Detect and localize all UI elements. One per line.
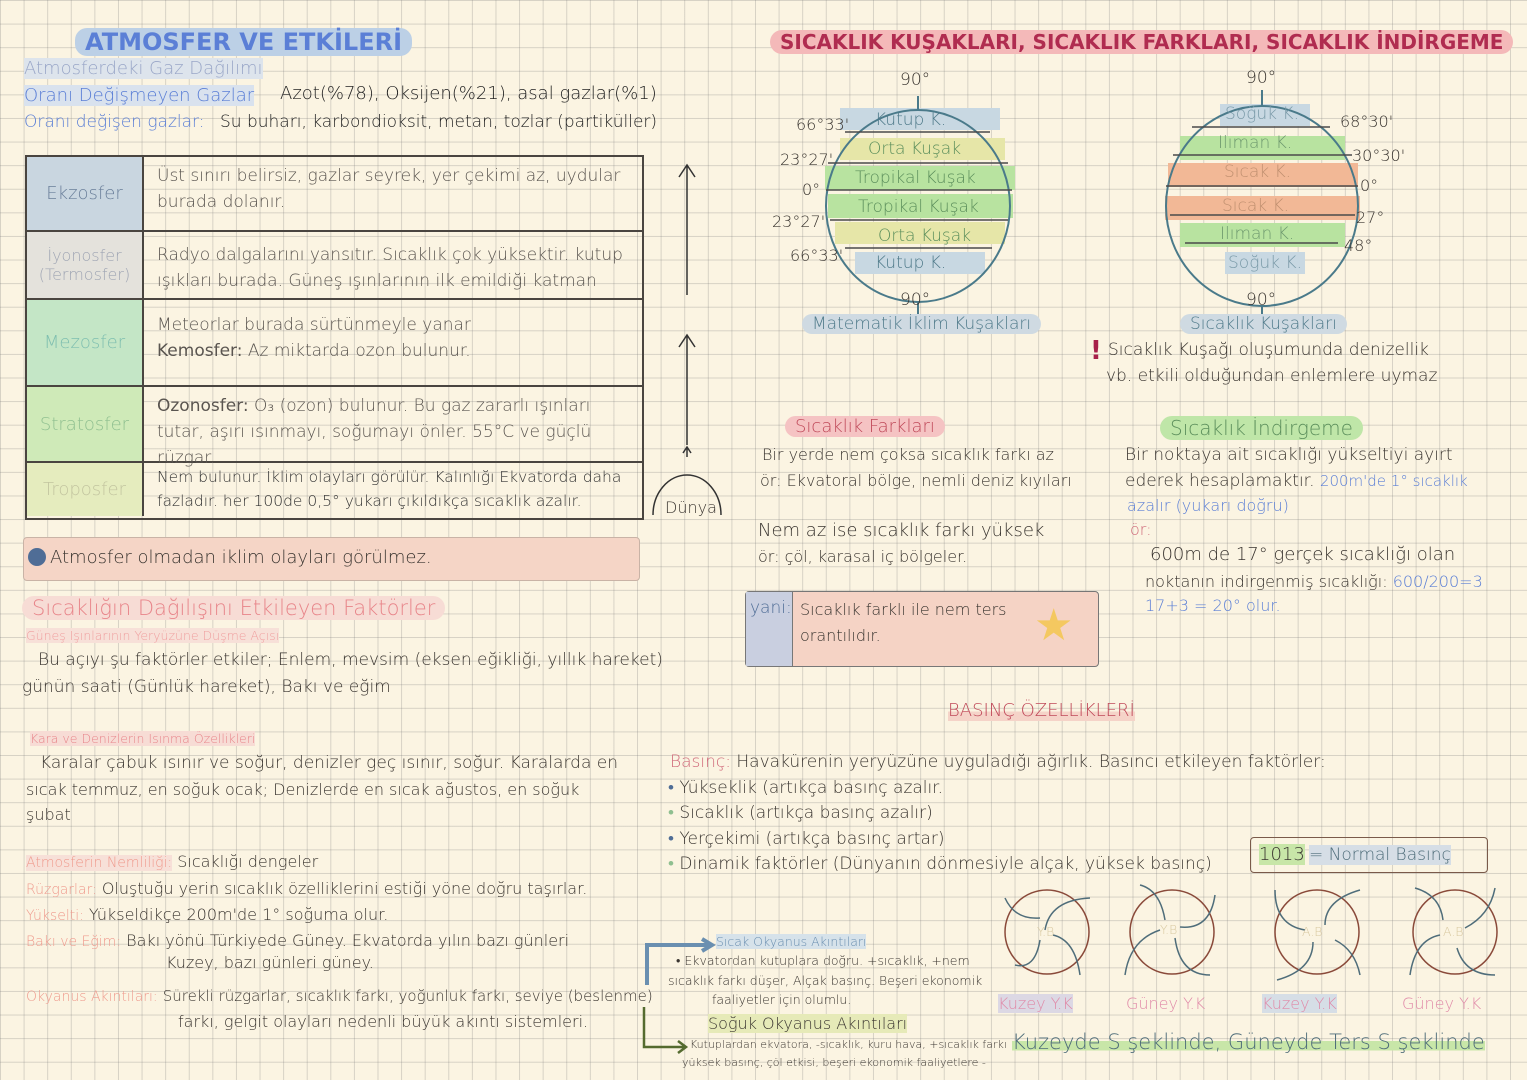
- layer-desc: [157, 393, 636, 471]
- pressure-def: [670, 752, 1326, 772]
- layer-row-iyonosfer: [27, 232, 642, 300]
- ozonosfer-label: Ozonosfer:: [157, 396, 249, 416]
- temp-diff-text: Nem az ise sıcaklık farkı yüksek: [758, 520, 1045, 541]
- bullet-dot: •: [668, 854, 680, 874]
- globe1-top-label: 90°: [900, 70, 931, 90]
- globe1-lat-label: 23°27': [780, 150, 834, 169]
- layer-row-troposfer: [27, 463, 642, 516]
- layer-name-text: Ekzosfer: [46, 183, 123, 204]
- factor-text: şubat: [26, 805, 71, 824]
- warning-icon: !: [1090, 336, 1102, 366]
- layer-row-ekzosfer: [27, 157, 642, 232]
- zone-label: Ilıman K.: [1220, 224, 1295, 244]
- bullet-label: Okyanus Akıntıları:: [26, 989, 158, 1005]
- up-arrow-icon: [679, 165, 695, 457]
- warm-current-title: Sıcak Okyanus Akıntıları: [716, 934, 867, 949]
- bullet-item: [26, 879, 587, 898]
- earth-label: Dünya: [665, 498, 717, 517]
- globe1-bottom-label: 90°: [900, 290, 931, 310]
- yani-label: yani:: [750, 598, 792, 618]
- zone-label: Ilıman K.: [1218, 133, 1293, 153]
- warning-text: vb. etkili olduğundan enlemlere uymaz: [1106, 366, 1438, 386]
- note-box: [23, 537, 640, 581]
- factors-title: Sıcaklığın Dağılışını Etkileyen Faktörler: [22, 596, 445, 620]
- cyclone-caption: Kuzey Y.K: [1262, 994, 1337, 1013]
- normal-pressure-label: = Normal Basınç: [1309, 845, 1451, 865]
- variable-gases-text: Su buharı, karbondioksit, metan, tozlar (partiküller): [220, 112, 658, 132]
- zone-label: Sıcak K.: [1224, 162, 1292, 182]
- fixed-gases-text: Azot(%78), Oksijen(%21), asal gazlar(%1): [280, 83, 657, 104]
- cyclone-note: Kuzeyde S şeklinde, Güneyde Ters S şeklinde: [1012, 1030, 1485, 1054]
- pressure-item: [668, 803, 933, 823]
- factor-text: günün saati (Günlük hareket), Bakı ve eğim: [22, 677, 391, 697]
- cold-current-text: Kutuplardan ekvatora, -sıcaklık, kuru hava, +sıcaklık farkı: [690, 1038, 1007, 1051]
- text-part: 200m'de 1° sıcaklık: [1319, 472, 1468, 490]
- cold-current-title: Soğuk Okyanus Akıntıları: [708, 1014, 908, 1033]
- zone-label: Kutup K.: [875, 110, 947, 130]
- zone-label: Sıcak K.: [1222, 196, 1290, 216]
- layer-name: [27, 232, 144, 298]
- arrow-right-icon: [644, 1007, 686, 1053]
- layer-name: [27, 463, 144, 516]
- right-title: SICAKLIK KUŞAKLARI, SICAKLIK FARKLARI, SICAKLIK İNDİRGEME: [770, 30, 1513, 54]
- cyclone-center: A.B: [1302, 924, 1323, 939]
- variable-gases-label: Oranı değişen gazlar:: [24, 112, 205, 132]
- bullet-text: Sıcaklığı dengeler: [177, 852, 319, 871]
- normal-pressure-box: [1250, 837, 1488, 873]
- pressure-item-text: Dinamik faktörler (Dünyanın dönmesiyle alçak, yüksek basınç): [679, 854, 1212, 874]
- cyclone-center: A.B: [1443, 924, 1464, 939]
- layer-desc: Radyo dalgalarını yansıtır. Sıcaklık çok yüksektir. kutup ışıkları burada. Güneş ışınlarının ilk emildiği katman: [157, 245, 623, 291]
- kemosfer-label: Kemosfer:: [157, 341, 243, 361]
- temp-reduction-text: [1125, 471, 1468, 491]
- layer-row-stratosfer: [27, 387, 642, 468]
- warning-text: Sıcaklık Kuşağı oluşumunda denizellik: [1108, 340, 1429, 360]
- cyclone-caption: Kuzey Y.K: [998, 994, 1073, 1013]
- pressure-text: Havakürenin yeryüzüne uyguladığı ağırlık. Basıncı etkileyen faktörler:: [736, 752, 1326, 772]
- factor-text: Bu açıyı şu faktörler etkiler; Enlem, mevsim (eksen eğikliği, yıllık hareket): [38, 650, 663, 670]
- zone-label: Kutup K.: [875, 253, 947, 273]
- cyclone-caption: Güney Y.K: [1126, 994, 1206, 1013]
- cyclone-caption: Güney Y.K: [1402, 994, 1482, 1013]
- bullet-text-cont: farkı, gelgit olayları nedenli büyük akıntı sistemleri.: [178, 1012, 589, 1031]
- yani-label-cell: [746, 592, 793, 666]
- temp-reduction-text: azalır (yukarı doğru): [1127, 496, 1289, 515]
- text-part: 600/200=3: [1392, 572, 1483, 591]
- globe2-lat-label: 27°: [1356, 208, 1385, 227]
- pressure-item-text: Yükseklik (artıkça basınç azalır.: [679, 778, 944, 798]
- yani-text: Sıcaklık farklı ile nem ters: [800, 600, 1007, 619]
- zone-label: Soğuk K.: [1225, 104, 1299, 124]
- globe2-lat-label: 0°: [1360, 176, 1379, 195]
- bullet-text: Yükseldikçe 200m'de 1° soğuma olur.: [88, 905, 389, 924]
- page-title: ATMOSFER VE ETKİLERİ: [75, 28, 412, 56]
- kemosfer-text: Az miktarda ozon bulunur.: [247, 341, 471, 361]
- globe2-lat-label: 48°: [1344, 236, 1373, 255]
- layer-name-text: Mezosfer: [43, 332, 126, 353]
- bullet-label: Atmosferin Nemliliği:: [26, 855, 173, 871]
- atmosphere-layers-table: [25, 155, 644, 520]
- bullet-dot: •: [668, 803, 680, 823]
- layer-row-mezosfer: [27, 300, 642, 387]
- globe1-caption: Matematik İklim Kuşakları: [802, 314, 1041, 334]
- temp-reduction-text: [1145, 572, 1483, 591]
- pressure-item: [668, 829, 945, 849]
- globe2-caption: Sıcaklık Kuşakları: [1180, 314, 1347, 334]
- bullet-text: Oluştuğu yerin sıcaklık özelliklerini estiği yöne doğru taşırlar.: [101, 879, 588, 898]
- bullet-item: [26, 905, 388, 924]
- layer-name: [27, 157, 144, 230]
- text-part: ederek hesaplamaktır.: [1125, 471, 1315, 491]
- pressure-item-text: Sıcaklık (artıkça basınç azalır): [679, 803, 933, 823]
- bullet-dot: [28, 548, 46, 566]
- bullet-dot: •: [668, 829, 680, 849]
- layer-name: [27, 300, 144, 385]
- temp-reduction-text: Bir noktaya ait sıcaklığı yükseltiyi ayırt: [1125, 445, 1453, 465]
- bullet-item: [26, 931, 569, 950]
- gas-heading: Atmosferdeki Gaz Dağılımı: [24, 58, 263, 79]
- warm-current-text: faaliyetler için olumlu.: [712, 992, 852, 1007]
- pressure-label: Basınç:: [670, 752, 731, 772]
- globe2-lat-label: 68°30': [1340, 112, 1394, 131]
- pressure-title: BASINÇ ÖZELLİKLERİ: [948, 700, 1135, 721]
- warm-current-text: • Ekvatordan kutuplara doğru. +sıcaklık, +nem: [676, 953, 970, 968]
- yani-text: orantılıdır.: [800, 626, 881, 645]
- factor-title: Güneş Işınlarının Yeryüzüne Düşme Açısı: [26, 628, 280, 643]
- globe2-bottom-label: 90°: [1246, 290, 1277, 310]
- layer-desc: Üst sınırı belirsiz, gazlar seyrek, yer çekimi az, uydular burada dolanır.: [157, 166, 621, 212]
- bullet-item: [26, 986, 653, 1005]
- bullet-text-cont: Kuzey, bazı günleri güney.: [166, 953, 374, 972]
- temp-reduction-text: 17+3 = 20° olur.: [1145, 596, 1281, 615]
- yani-box: [745, 591, 1099, 667]
- bullet-label: Bakı ve Eğim:: [26, 934, 122, 950]
- cyclone-center: Y.B: [1160, 922, 1178, 937]
- bullet-label: Yükselti:: [26, 908, 84, 924]
- globe1-lat-label: 66°33': [796, 115, 850, 134]
- fixed-gases-label: Oranı Değişmeyen Gazlar: [24, 85, 255, 106]
- cyclone-center: Y.B: [1037, 924, 1055, 939]
- layer-name-text: Troposfer: [43, 479, 126, 500]
- globe1-lat-label: 23°27': [772, 212, 826, 231]
- layer-desc: Nem bulunur. İklim olayları görülür. Kalınlığı Ekvatorda daha fazladır. her 100de 0,5° yukarı çıkıldıkça sıcaklık azalır.: [157, 468, 622, 510]
- pressure-cyclone-diagrams: [995, 880, 1505, 990]
- zone-label: Tropikal Kuşak: [858, 197, 979, 217]
- normal-pressure-value: 1013: [1259, 844, 1305, 865]
- bullet-item: [26, 852, 318, 871]
- factor-title: Kara ve Denizlerin Isınma Özellikleri: [30, 731, 256, 746]
- pressure-item: [668, 778, 943, 798]
- temp-diff-text: Bir yerde nem çoksa sıcaklık farkı az: [762, 445, 1054, 464]
- factor-text: Karalar çabuk ısınır ve soğur, denizler geç ısınır, soğur. Karalarda en: [40, 753, 619, 773]
- altitude-arrows: [645, 155, 730, 525]
- pressure-item-text: Yerçekimi (artıkça basınç artar): [679, 829, 945, 849]
- layer-name: [27, 387, 144, 461]
- pressure-item: [668, 854, 1212, 874]
- layer-desc-line: Meteorlar burada sürtünmeyle yanar: [157, 315, 471, 335]
- temp-diff-text: ör: Ekvatoral bölge, nemli deniz kıyıları: [760, 471, 1072, 490]
- bullet-dot: •: [668, 778, 680, 798]
- star-icon: ★: [1034, 600, 1074, 651]
- cold-current-text: yüksek basınç, çöl etkisi, beşeri ekonomik faaliyetlere -: [682, 1056, 986, 1069]
- warm-current-text: sıcaklık farkı düşer, Alçak basınç. Beşeri ekonomik: [668, 973, 983, 988]
- factor-text: sıcak temmuz, en soğuk ocak; Denizlerde en sıcak ağustos, en soğuk: [26, 780, 580, 799]
- globe2-top-label: 90°: [1246, 68, 1277, 88]
- ozonosfer-text: O₃ (ozon) bulunur. Bu gaz zararlı ışınları tutar, aşırı ısınmayı, soğumayı önler. 55°C ve güçlü rüzgar.: [157, 396, 592, 468]
- temp-diff-text: ör: çöl, karasal iç bölgeler.: [758, 547, 968, 566]
- globe1-lat-label: 0°: [802, 180, 821, 199]
- zone-label: Orta Kuşak: [868, 139, 962, 159]
- layer-name-text: Stratosfer: [39, 413, 130, 435]
- note-text: Atmosfer olmadan iklim olayları görülmez.: [50, 547, 432, 568]
- bullet-text: Bakı yönü Türkiyede Güney. Ekvatorda yılın bazı günleri: [126, 931, 570, 950]
- example-label: ör:: [1130, 520, 1152, 539]
- bullet-label: Rüzgarlar:: [26, 882, 97, 898]
- layer-name-text: İyonosfer (Termosfer): [38, 246, 131, 284]
- temp-reduction-title: Sıcaklık İndirgeme: [1160, 416, 1363, 440]
- zone-label: Soğuk K.: [1228, 253, 1302, 273]
- layer-desc: [157, 312, 636, 364]
- temp-diff-title: Sıcaklık Farkları: [785, 416, 945, 437]
- bullet-text: Sürekli rüzgarlar, sıcaklık farkı, yoğunluk farkı, seviye (beslenme): [162, 987, 653, 1005]
- globe1-lat-label: 66°33': [790, 246, 844, 265]
- globe2-lat-label: 30°30': [1352, 146, 1406, 165]
- layer-desc-line: [157, 338, 636, 364]
- zone-label: Tropikal Kuşak: [855, 168, 976, 188]
- text-part: noktanın indirgenmiş sıcaklığı:: [1145, 572, 1388, 591]
- zone-label: Orta Kuşak: [878, 226, 972, 246]
- temp-reduction-text: 600m de 17° gerçek sıcaklığı olan: [1150, 544, 1456, 565]
